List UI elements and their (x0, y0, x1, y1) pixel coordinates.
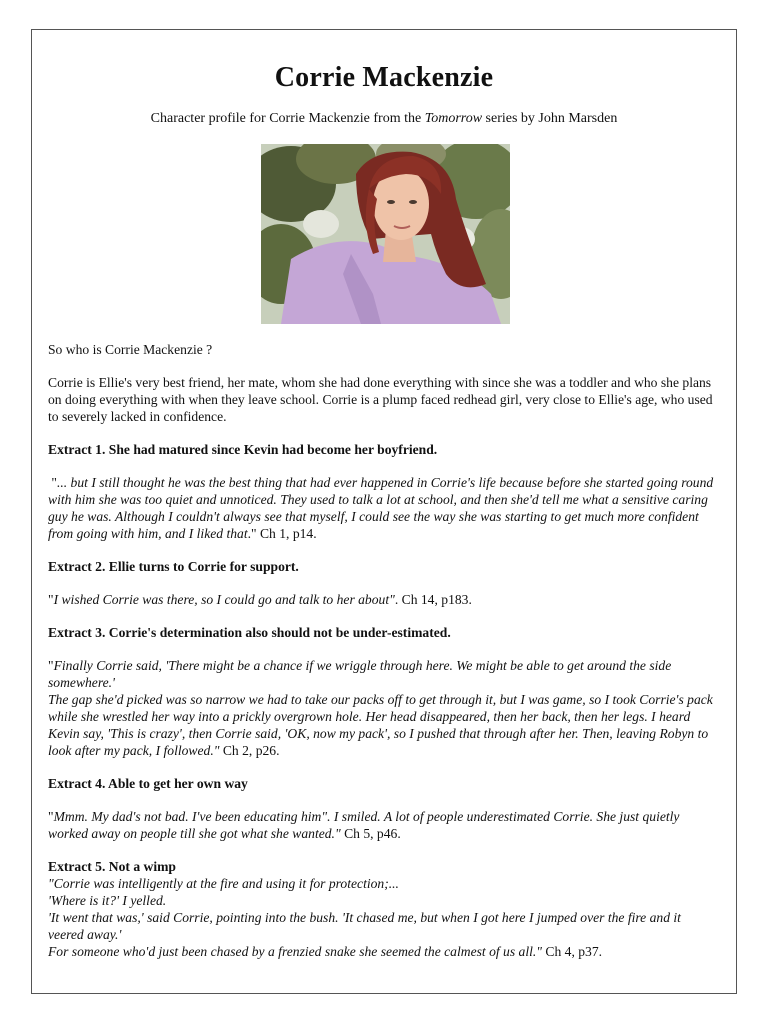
quote-open: " (48, 475, 57, 490)
quote-citation: Ch 5, p46. (340, 826, 401, 841)
quote-open: " (48, 658, 54, 673)
quote-citation: Ch 4, p37. (542, 944, 603, 959)
document-body (48, 341, 720, 976)
quote-citation: Ch 2, p26. (219, 743, 280, 758)
page-title: Corrie Mackenzie (274, 62, 494, 93)
extract-3-quote (48, 657, 720, 759)
quote-text: I wished Corrie was there, so I could go and talk to her about" (53, 592, 395, 607)
extract-4-heading: Extract 4. Able to get her own way (48, 776, 248, 791)
quote-text: ... but I still thought he was the best thing that had ever happened in Corrie's life because before she started going round with him she was too quiet and unnoticed. They used to talk a lot at school, and then she'd tell me what a sensitive caring guy he was. Although I couldn't always see that myself, I could see the way she was starting to get much more confident from going with him, and I liked that (48, 475, 714, 541)
quote-text: "Corrie was intelligently at the fire and using it for protection;... 'Where is it?' I yelled. 'It went that was,' said Corrie, pointing into the bush. 'It chased me, but when I got here I jumped over the fire and it veered away.' For someone who'd just been chased by a frenzied snake she seemed the calmest of us all." (48, 876, 681, 959)
extract-2-quote (48, 591, 720, 608)
quote-citation: ." Ch 1, p14. (247, 526, 317, 541)
quote-text: Mmm. My dad's not bad. I've been educating him". I smiled. A lot of people underestimated Corrie. She just quietly worked away on people till she got what she wanted." (48, 809, 680, 841)
quote-citation: . Ch 14, p183. (394, 592, 472, 607)
extract-5-heading: Extract 5. Not a wimp (48, 859, 176, 874)
series-name: Tomorrow (424, 111, 483, 126)
quote-open: " (48, 592, 54, 607)
subtitle-text-before: Character profile for Corrie Mackenzie from the (150, 111, 425, 126)
intro-question: So who is Corrie Mackenzie ? (48, 342, 213, 357)
extract-1-heading: Extract 1. She had matured since Kevin had become her boyfriend. (48, 442, 438, 457)
character-photo-illustration (261, 144, 510, 324)
document-page (31, 29, 737, 994)
extract-4-quote (48, 808, 720, 842)
extract-1-quote (48, 474, 720, 542)
extract-5-quote (48, 875, 720, 960)
character-photo (261, 144, 510, 324)
extract-2-heading: Extract 2. Ellie turns to Corrie for support. (48, 559, 299, 574)
extract-3-heading: Extract 3. Corrie's determination also should not be under-estimated. (48, 625, 451, 640)
quote-text: Finally Corrie said, 'There might be a chance if we wriggle through here. We might be able to get around the side somewhere.' The gap she'd picked was so narrow we had to take our packs off to get through it, but I was game, so I took Corrie's pack while she wrestled her way into a prickly overgrown hole. Her head disappeared, then her back, then her legs. I heard Kevin say, 'This is crazy', then Corrie said, 'OK, now my pack', so I pushed that through after her. Then, leaving Robyn to look after my pack, I followed." (48, 658, 713, 758)
page-subtitle (32, 111, 736, 127)
intro-paragraph: Corrie is Ellie's very best friend, her mate, whom she had done everything with since she was a toddler and who she plans on doing everything with when they leave school. Corrie is a plump faced redhead girl, very close to Ellie's age, who used to severely lacked in confidence. (48, 375, 713, 424)
subtitle-text-after: series by John Marsden (482, 111, 618, 126)
quote-open: " (48, 809, 54, 824)
